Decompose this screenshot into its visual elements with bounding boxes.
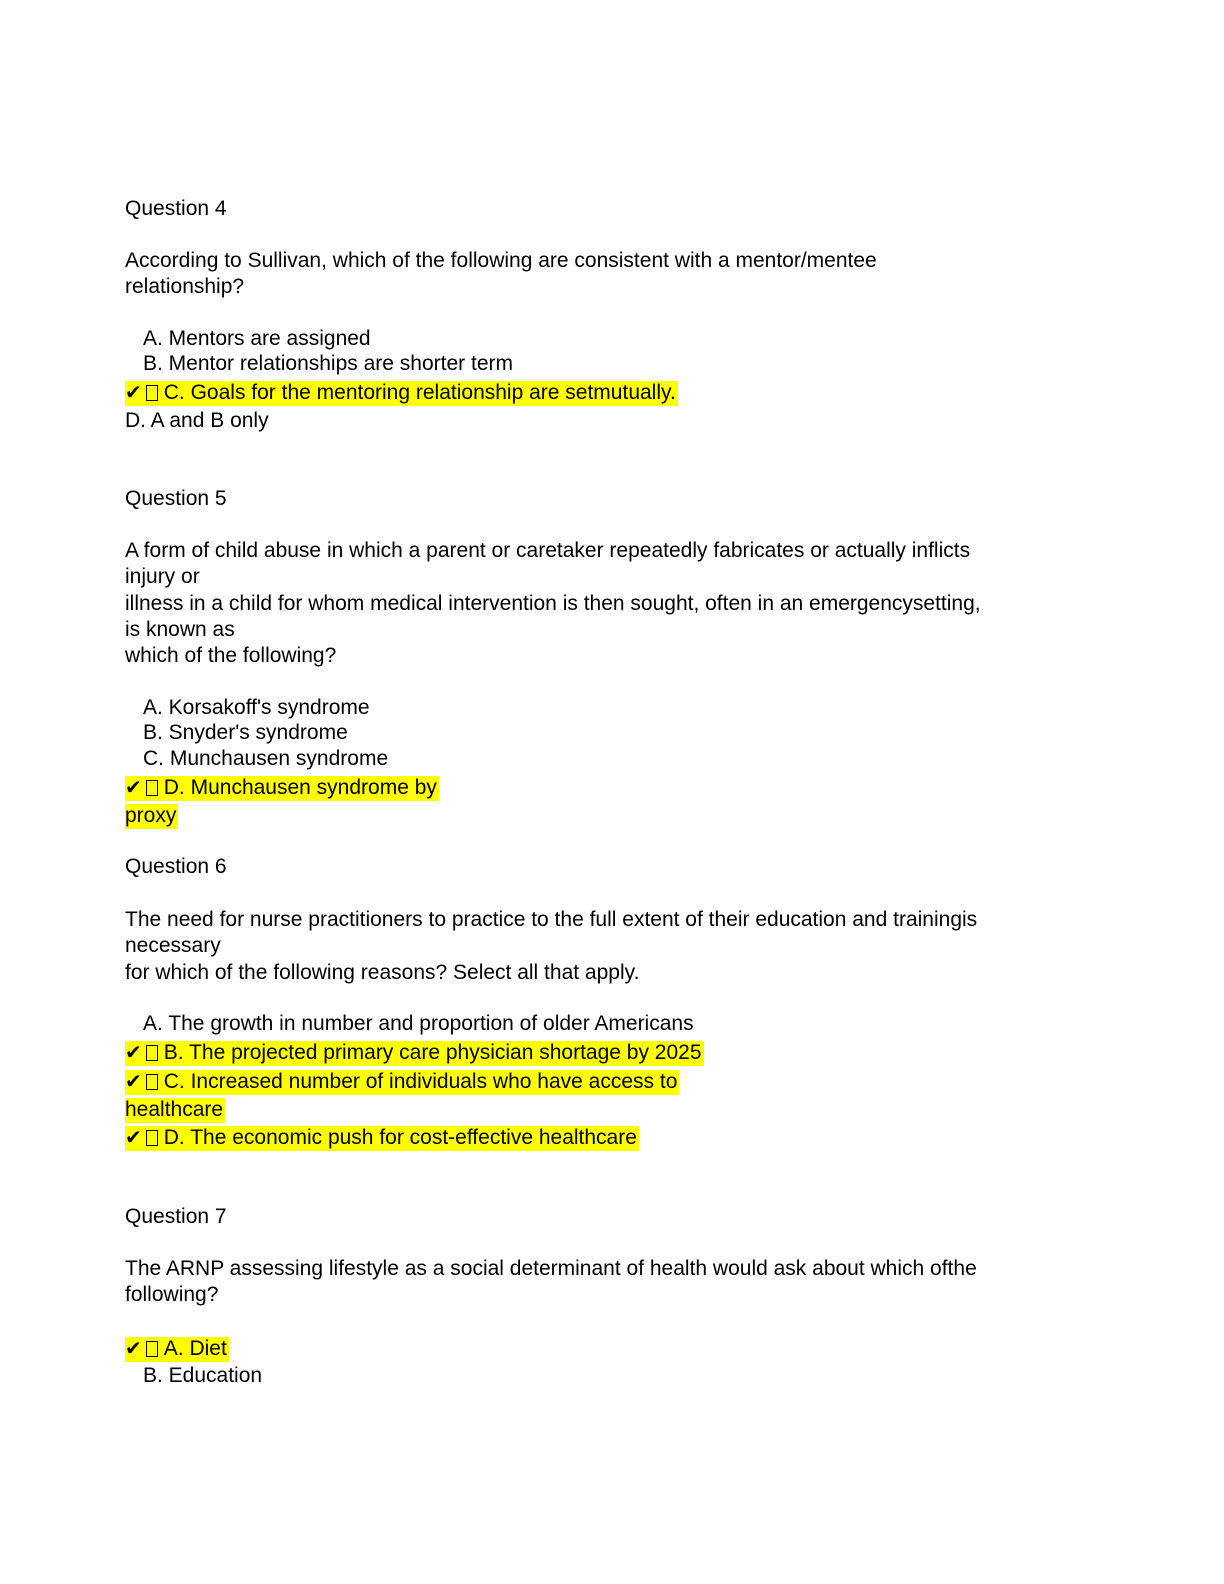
question-text: According to Sullivan, which of the following are consistent with a mentor/mentee [125,249,877,272]
answer-option-correct: ✔ D. Munchausen syndrome by [125,775,437,799]
checkbox-glyph-icon [146,1130,158,1146]
checkmark-icon: ✔ [125,380,142,404]
question-text: for which of the following reasons? Select all that apply. [125,961,640,984]
checkmark-icon: ✔ [125,1069,142,1093]
question-text: following? [125,1283,219,1306]
checkmark-icon: ✔ [125,1336,142,1360]
question-text: relationship? [125,275,245,298]
checkbox-glyph-icon [146,780,158,796]
question-title: Question 4 [125,197,227,220]
question-text: injury or [125,565,200,588]
question-text: which of the following? [125,644,337,667]
checkmark-icon: ✔ [125,775,142,799]
question-text: illness in a child for whom medical intervention is then sought, often in an emergencysetting, [125,592,981,615]
question-text: is known as [125,618,235,641]
checkbox-glyph-icon [146,1074,158,1090]
answer-option: A. Mentors are assigned [143,327,371,350]
answer-option: C. Munchausen syndrome [143,747,389,770]
answer-option: A. Korsakoff's syndrome [143,696,370,719]
question-text: A form of child abuse in which a parent or caretaker repeatedly fabricates or actually inflicts [125,539,971,562]
question-title: Question 5 [125,487,227,510]
checkmark-icon: ✔ [125,1040,142,1064]
question-text: necessary [125,934,221,957]
answer-option-correct: ✔ C. Goals for the mentoring relationship are setmutually. [125,380,676,404]
answer-option-correct-continued: healthcare [125,1098,224,1121]
question-title: Question 6 [125,855,227,878]
question-text: The need for nurse practitioners to practice to the full extent of their education and trainingis [125,908,978,931]
checkbox-glyph-icon [146,385,158,401]
answer-option-correct: ✔ A. Diet [125,1336,227,1360]
answer-option: B. Snyder's syndrome [143,721,348,744]
question-text: The ARNP assessing lifestyle as a social determinant of health would ask about which ofthe [125,1257,977,1280]
answer-option-correct: ✔ B. The projected primary care physician shortage by 2025 [125,1040,702,1064]
checkbox-glyph-icon [146,1045,158,1061]
answer-option: A. The growth in number and proportion of older Americans [143,1012,694,1035]
answer-option-correct: ✔ D. The economic push for cost-effective healthcare [125,1125,637,1149]
answer-option-correct: ✔ C. Increased number of individuals who have access to [125,1069,678,1093]
answer-option: B. Education [143,1364,263,1387]
answer-option: D. A and B only [125,409,269,432]
question-title: Question 7 [125,1205,227,1228]
answer-option: B. Mentor relationships are shorter term [143,352,513,375]
checkbox-glyph-icon [146,1341,158,1357]
answer-option-correct-continued: proxy [125,804,177,827]
checkmark-icon: ✔ [125,1125,142,1149]
